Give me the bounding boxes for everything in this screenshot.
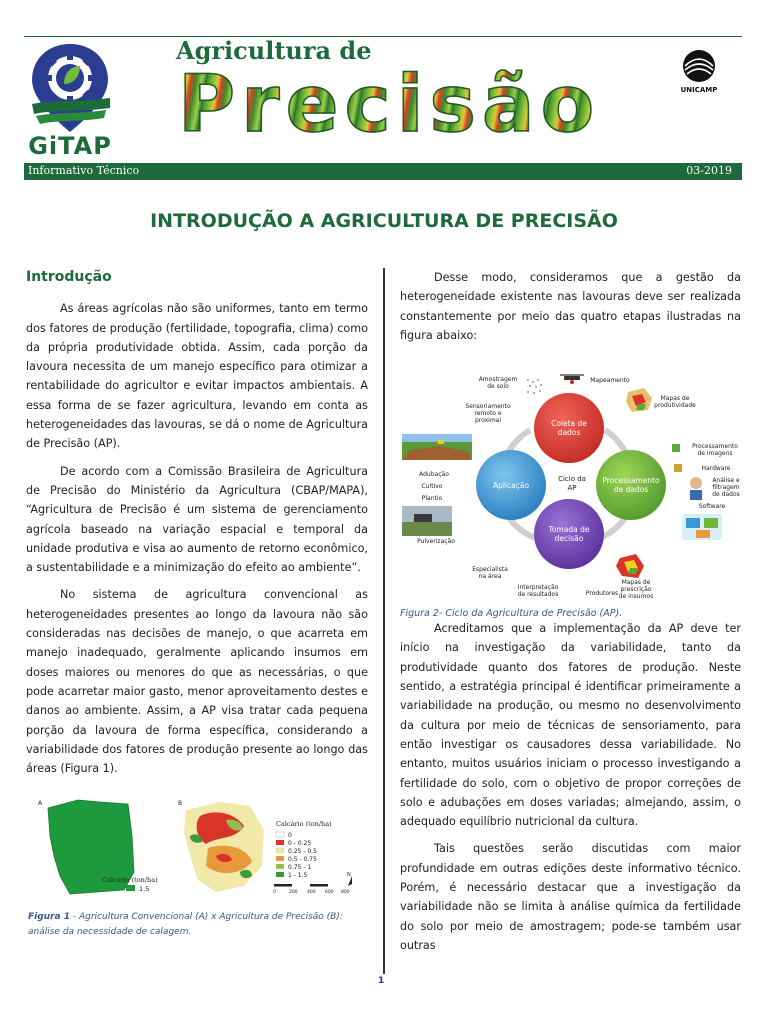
unicamp-emblem-icon — [675, 48, 723, 86]
label-cultivo: Cultivo — [421, 483, 443, 490]
label-amostragem-l2: de solo — [487, 383, 509, 390]
info-bar — [24, 163, 742, 180]
label-produtores: Produtores — [585, 590, 619, 597]
label-analise-l3: de dados — [712, 491, 740, 498]
info-bar-label: Informativo Técnico — [28, 164, 140, 177]
label-plantio: Plantio — [421, 495, 443, 502]
label-sensoriamento-l3: proximal — [474, 417, 502, 424]
label-analise-l1: Análise e — [712, 477, 740, 484]
label-especialista-l1: Especialista — [472, 566, 508, 573]
label-mapas-prod-l2: produtividade — [654, 402, 696, 409]
drone-icon — [560, 375, 584, 384]
node-tomada-l1: Tomada de — [548, 525, 590, 534]
center-l1: Ciclo da — [558, 475, 586, 483]
figure-1 — [30, 796, 352, 902]
left-paragraph-1: As áreas agrícolas não são uniformes, tanto em termo dos fatores de produção (fertilidade, topografia, clima) como da própria produtividade obtida. Assim, cada porção da lavoura necessita de um manejo específico para otimizar a rentabilidade do agricultor e evitar impactos ambientais. A essa forma de se fazer agricultura, levando em conta as heterogeneidades das lavouras, se dá o nome de Agricultura de Precisão (AP). — [26, 302, 368, 451]
left-paragraph-2: De acordo com a Comissão Brasileira de Agricultura de Precisão do Ministério da Agricultura (CBAP/MAPA), “Agricultura de Precisão é um sistema de gerenciamento agrícola baseado na variação espacial e temporal da unidade produtiva e visa ao aumento de retorno econômico, a sustentabilidade e a minimização do efeito ao ambiente”. — [26, 464, 368, 575]
fig1-north: N — [347, 872, 351, 878]
fig1-legend-b-item-3: 0.25 - 0.5 — [288, 848, 317, 855]
label-mapeamento: Mapeamento — [590, 377, 630, 384]
label-proc-imagens-l1: Processamento — [692, 443, 738, 450]
fig1-scale-1: 200 — [289, 890, 298, 895]
masthead-title-small: Agricultura de — [176, 36, 372, 65]
left-column — [26, 268, 368, 786]
fig1-legend-b-item-4: 0.5 - 0.75 — [288, 856, 317, 863]
label-proc-imagens-l2: de imagens — [697, 450, 733, 457]
figure-1-caption-label: Figura 1 — [28, 912, 70, 922]
figure-1-caption-text: - Agricultura Convencional (A) x Agricultura de Precisão (B): análise da necessidade de calagem. — [28, 912, 343, 937]
label-amostragem-l1: Amostragem — [478, 376, 518, 383]
node-coleta-l2: dados — [557, 428, 581, 437]
fig1-legend-b-item-1: 0 — [288, 832, 292, 839]
label-mapas-prod-l1: Mapas de — [660, 395, 690, 402]
label-pulverizacao: Pulverização — [417, 538, 455, 545]
label-mapas-presc-l2: prescrição — [620, 586, 652, 593]
figure-1-maps — [30, 796, 352, 902]
label-interpretacao-l1: Interpretação — [517, 584, 559, 591]
page-number: 1 — [378, 976, 385, 986]
node-coleta-l1: Coleta de — [551, 419, 587, 428]
sprayer-icon — [402, 506, 452, 536]
fig1-scale-4: 800 — [341, 890, 350, 895]
field-image-icon — [402, 434, 472, 460]
label-hardware: Hardware — [701, 465, 731, 472]
gitap-logo — [20, 42, 120, 160]
fig1-scale-2: 400 — [307, 890, 316, 895]
label-mapas-presc-l1: Mapas de — [621, 579, 651, 586]
unicamp-label: UNICAMP — [680, 86, 718, 94]
fig1-legend-a-item: 1.5 — [139, 885, 150, 893]
label-analise-l2: filtragem — [712, 484, 740, 491]
document-title: INTRODUÇÃO A AGRICULTURA DE PRECISÃO — [150, 210, 618, 232]
fig1-legend-b-title: Calcário (ton/ha) — [276, 820, 332, 828]
right-paragraph-2: Acreditamos que a implementação da AP deve ter início na investigação da variabilidade, tanto da produtividade quanto dos fatores de produção. Neste sentido, a estratégia principal é identificar primeiramente a variabilidade na produção, ou mesmo no desenvolvimento da cultura por meio de técnicas de sensoriamento, para então investigar os causadores dessa variabilidade. No entanto, muitos usuários iniciam o processo investigando a fertilidade do solo, com o objetivo de propor correções de solo e adubações em doses variadas; almejando, assim, o adequado equilíbrio nutricional da cultura. — [400, 622, 741, 829]
ap-cycle-diagram — [400, 370, 745, 602]
node-proc-l2: de dados — [613, 485, 649, 494]
label-especialista-l2: na área — [478, 573, 502, 580]
label-adubacao: Adubação — [419, 471, 449, 478]
fig1-label-a: A — [38, 800, 43, 807]
figure-1-caption — [28, 910, 358, 940]
fig1-legend-b-item-5: 0.75 - 1 — [288, 864, 312, 871]
node-tomada-l2: decisão — [554, 534, 584, 543]
node-proc-l1: Processamento — [602, 476, 660, 485]
left-paragraph-3: No sistema de agricultura convencional as heterogeneidades presentes ao longo da lavoura não são consideradas nas decisões de manejo, o que acarreta em manejo inadequado, geralmente aplicando insumos em doses maiores ou menores do que as necessárias, o que pode acarretar maior gasto, menor aproveitamento destes e danos ao ambiente. Assim, a AP visa tratar cada pequena porção da lavoura de forma específica, considerando a variabilidade dos fatores de produção presente ao longo das áreas (Figura 1). — [26, 588, 368, 776]
yield-map-icon — [626, 388, 652, 412]
label-interpretacao-l2: de resultados — [517, 591, 559, 598]
center-l2: AP — [567, 484, 577, 492]
gitap-emblem-icon — [20, 42, 120, 134]
unicamp-logo — [675, 48, 723, 100]
label-software: Software — [698, 503, 726, 510]
fig1-legend-b-item-6: 1 - 1.5 — [288, 872, 308, 879]
info-bar-date: 03-2019 — [686, 164, 732, 177]
figure-2 — [400, 370, 745, 602]
fig1-legend-a-title: Calcário (ton/ha) — [102, 876, 158, 884]
fig1-legend-b-item-2: 0 - 0.25 — [288, 840, 312, 847]
label-sensoriamento-l1: Sensoriamento — [465, 403, 511, 410]
right-paragraph-3: Tais questões serão discutidas com maior profundidade em outras edições deste informativo técnico. Porém, é necessário destacar que a investigação da variabilidade não se limita à análise química da fertilidade do solo por meio de amostragem; pode-se também usar outras — [400, 842, 741, 952]
label-mapas-presc-l3: de insumos — [618, 593, 654, 600]
fig1-label-b: B — [178, 800, 183, 807]
top-rule — [24, 36, 742, 37]
node-aplicacao-l1: Aplicação — [492, 481, 530, 490]
fig1-scale-3: 600 — [325, 890, 334, 895]
fig1-scale-0: 0 — [273, 890, 276, 895]
masthead-title-big: Precisão — [178, 60, 601, 150]
figure-2-caption: Figura 2- Ciclo da Agricultura de Precisão (AP). — [400, 608, 623, 619]
column-divider — [383, 268, 385, 974]
soil-sampling-icon — [527, 379, 542, 394]
right-paragraph-1: Desse modo, consideramos que a gestão da heterogeneidade existente nas lavouras deve ser realizada constantemente por meio das quatro etapas ilustradas na figura abaixo: — [400, 271, 741, 342]
gitap-wordmark: GiTAP — [28, 132, 112, 160]
label-sensoriamento-l2: remoto e — [474, 410, 502, 417]
fig1-scale-bar — [273, 884, 350, 895]
north-arrow-icon — [347, 872, 352, 886]
prescription-map-icon — [616, 554, 644, 578]
section-heading-introducao: Introdução — [26, 269, 112, 285]
